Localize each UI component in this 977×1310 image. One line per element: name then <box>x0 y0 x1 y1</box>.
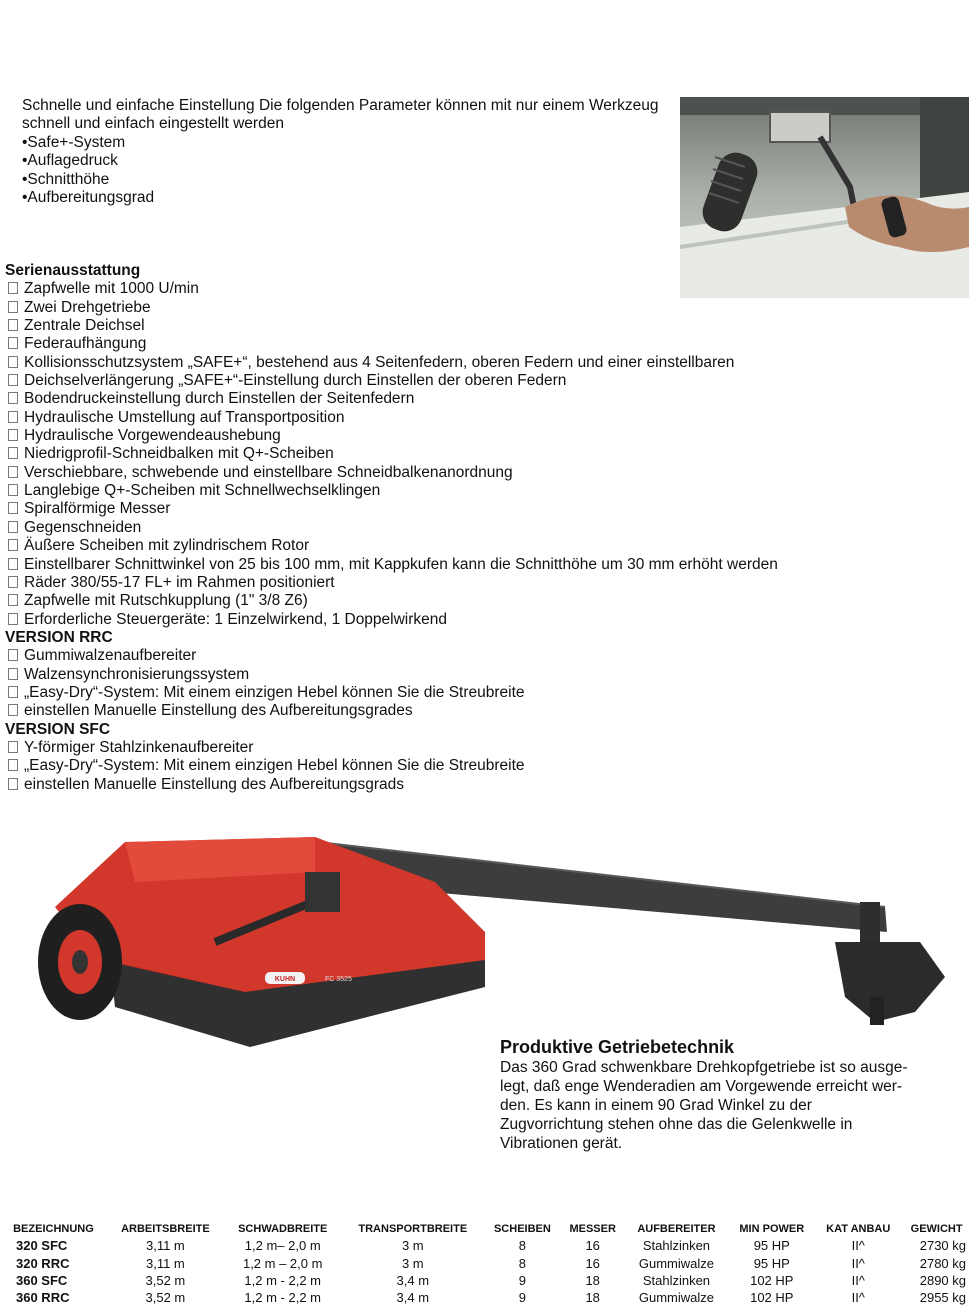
table-cell: 102 HP <box>750 1290 794 1306</box>
bullet-box-icon <box>8 319 18 331</box>
sfc-list <box>5 739 965 794</box>
list-item: Gegenschneiden <box>5 519 965 537</box>
rrc-list <box>5 647 965 720</box>
list-item: •Safe+-System <box>22 133 126 151</box>
mower-illustration <box>15 812 967 1062</box>
intro-paragraph: Schnelle und einfache Einstellung Die folgenden Parameter können mit nur einem Werkzeug schnell und einfach eingestellt werden <box>22 97 659 133</box>
bullet-box-icon <box>8 337 18 349</box>
column-header: TRANSPORTBREITE <box>358 1223 468 1235</box>
bullet-box-icon <box>8 576 18 588</box>
table-cell: 9 <box>518 1290 527 1306</box>
intro-section <box>22 97 662 207</box>
list-item: •Schnitthöhe <box>22 170 110 188</box>
table-cell: 3,52 m <box>145 1272 186 1288</box>
table-cell: 95 HP <box>753 1238 790 1254</box>
table-cell: 1,2 m– 2,0 m <box>244 1238 321 1254</box>
table-cell: 360 RRC <box>16 1290 70 1306</box>
bullet-box-icon <box>8 539 18 551</box>
column-header: SCHEIBEN <box>493 1223 551 1235</box>
table-cell: 1,2 m - 2,2 m <box>244 1272 321 1288</box>
table-cell: 3 m <box>401 1238 424 1254</box>
bullet-box-icon <box>8 613 18 625</box>
list-item: •Auflagedruck <box>22 152 118 170</box>
list-item: Erforderliche Steuergeräte: 1 Einzelwirkend, 1 Doppelwirkend <box>5 611 965 629</box>
bullet-box-icon <box>8 282 18 294</box>
list-item: einstellen Manuelle Einstellung des Aufbereitungsgrades <box>5 702 965 720</box>
gearbox-text-line: legt, daß enge Wenderadien am Vorgewende erreicht wer- <box>500 1078 903 1095</box>
bullet-box-icon <box>8 558 18 570</box>
sfc-heading: VERSION SFC <box>5 720 111 738</box>
list-item: Räder 380/55-17 FL+ im Rahmen positioniert <box>5 574 965 592</box>
table-cell: 3,11 m <box>145 1255 185 1271</box>
table-cell: 1,2 m - 2,2 m <box>244 1290 321 1306</box>
series-heading: Serienausstattung <box>5 262 141 279</box>
column-header: AUFBEREITER <box>637 1223 716 1235</box>
bullet-box-icon <box>8 594 18 606</box>
bullet-box-icon <box>8 704 18 716</box>
table-cell: 18 <box>585 1290 600 1306</box>
column-header: MIN POWER <box>739 1223 805 1235</box>
table-row <box>0 1272 972 1289</box>
gearbox-section <box>500 1036 960 1153</box>
table-cell: Gummiwalze <box>638 1255 714 1271</box>
table-row <box>0 1237 972 1254</box>
table-cell: Stahlzinken <box>642 1238 711 1254</box>
column-header: SCHWADBREITE <box>238 1223 328 1235</box>
table-cell: Gummiwalze <box>638 1290 714 1306</box>
list-item: Verschiebbare, schwebende und einstellbare Schneidbalkenanordnung <box>5 464 965 482</box>
list-item: Äußere Scheiben mit zylindrischem Rotor <box>5 537 965 555</box>
table-cell: 3 m <box>401 1255 424 1271</box>
list-item: Hydraulische Vorgewendeaushebung <box>5 427 965 445</box>
table-cell: 18 <box>585 1272 600 1288</box>
column-header: BEZEICHNUNG <box>13 1223 94 1235</box>
table-header-row <box>0 1221 972 1237</box>
table-cell: 3,11 m <box>145 1238 185 1254</box>
table-cell: 360 SFC <box>16 1272 68 1288</box>
table-cell: II^ <box>851 1290 865 1306</box>
bullet-box-icon <box>8 502 18 514</box>
table-cell: 8 <box>518 1238 527 1254</box>
table-cell: 2955 kg <box>919 1290 966 1306</box>
gearbox-text-line: Das 360 Grad schwenkbare Drehkopfgetriebe ist so ausge- <box>500 1059 908 1076</box>
table-cell: 16 <box>585 1255 600 1271</box>
list-item: Hydraulische Umstellung auf Transportposition <box>5 409 965 427</box>
gearbox-text-line: den. Es kann in einem 90 Grad Winkel zu der <box>500 1097 812 1114</box>
list-item: Y-förmiger Stahlzinkenaufbereiter <box>5 739 965 757</box>
bullet-box-icon <box>8 392 18 404</box>
list-item: einstellen Manuelle Einstellung des Aufbereitungsgrads <box>5 776 965 794</box>
table-cell: 95 HP <box>753 1255 790 1271</box>
model-label: FC 3525 <box>325 976 352 983</box>
gearbox-heading: Produktive Getriebetechnik <box>500 1037 735 1057</box>
table-cell: 3,4 m <box>396 1290 430 1306</box>
bullet-box-icon <box>8 447 18 459</box>
table-cell: 8 <box>518 1255 527 1271</box>
list-item: Einstellbarer Schnittwinkel von 25 bis 100 mm, mit Kappkufen kann die Schnitthöhe um 30 mm erhöht werden <box>5 556 965 574</box>
list-item: Bodendruckeinstellung durch Einstellen der Seitenfedern <box>5 390 965 408</box>
list-item: Langlebige Q+-Scheiben mit Schnellwechselklingen <box>5 482 965 500</box>
list-item: Deichselverlängerung „SAFE+“-Einstellung durch Einstellen der oberen Federn <box>5 372 965 390</box>
table-cell: 2730 kg <box>919 1238 966 1254</box>
table-cell: 102 HP <box>750 1272 794 1288</box>
bullet-box-icon <box>8 484 18 496</box>
bullet-box-icon <box>8 466 18 478</box>
column-header: KAT ANBAU <box>826 1223 891 1235</box>
table-cell: 2890 kg <box>919 1272 966 1288</box>
list-item: „Easy-Dry“-System: Mit einem einzigen Hebel können Sie die Streubreite <box>5 757 965 775</box>
gearbox-text-line: Zugvorrichtung stehen ohne das die Gelenkwelle in <box>500 1116 853 1133</box>
column-header: GEWICHT <box>910 1223 963 1235</box>
bullet-box-icon <box>8 374 18 386</box>
series-list <box>5 280 965 629</box>
list-item: •Aufbereitungsgrad <box>22 189 155 207</box>
list-item: Kollisionsschutzsystem „SAFE+“, bestehend aus 4 Seitenfedern, oberen Federn und einer einstellbaren <box>5 354 965 372</box>
table-cell: II^ <box>851 1272 865 1288</box>
table-row <box>0 1289 972 1306</box>
bullet-box-icon <box>8 686 18 698</box>
bullet-box-icon <box>8 668 18 680</box>
bullet-box-icon <box>8 356 18 368</box>
spec-table <box>0 1221 972 1307</box>
bullet-box-icon <box>8 411 18 423</box>
table-cell: 2780 kg <box>919 1255 966 1271</box>
list-item: Zapfwelle mit Rutschkupplung (1" 3/8 Z6) <box>5 592 965 610</box>
table-cell: 16 <box>585 1238 600 1254</box>
table-row <box>0 1254 972 1271</box>
table-cell: II^ <box>851 1255 865 1271</box>
list-item: Spiralförmige Messer <box>5 500 965 518</box>
table-cell: 320 RRC <box>16 1255 70 1271</box>
bullet-box-icon <box>8 759 18 771</box>
list-item: Zapfwelle mit 1000 U/min <box>5 280 965 298</box>
bullet-box-icon <box>8 301 18 313</box>
list-item: Zentrale Deichsel <box>5 317 965 335</box>
column-header: ARBEITSBREITE <box>121 1223 210 1235</box>
table-cell: 320 SFC <box>16 1238 68 1254</box>
rrc-heading: VERSION RRC <box>5 628 113 646</box>
brand-logo: KUHN <box>274 976 296 983</box>
gearbox-text-line: Vibrationen gerät. <box>500 1135 623 1152</box>
bullet-box-icon <box>8 778 18 790</box>
bullet-box-icon <box>8 649 18 661</box>
equipment-section <box>5 262 965 794</box>
column-header: MESSER <box>569 1223 616 1235</box>
table-cell: 9 <box>518 1272 527 1288</box>
table-cell: II^ <box>851 1238 865 1254</box>
table-cell: Stahlzinken <box>642 1272 711 1288</box>
list-item: Walzensynchronisierungssystem <box>5 666 965 684</box>
list-item: Federaufhängung <box>5 335 965 353</box>
table-cell: 3,52 m <box>145 1290 186 1306</box>
list-item: „Easy-Dry“-System: Mit einem einzigen Hebel können Sie die Streubreite <box>5 684 965 702</box>
intro-list <box>22 134 662 208</box>
table-cell: 3,4 m <box>396 1272 430 1288</box>
bullet-box-icon <box>8 521 18 533</box>
bullet-box-icon <box>8 741 18 753</box>
list-item: Gummiwalzenaufbereiter <box>5 647 965 665</box>
list-item: Zwei Drehgetriebe <box>5 299 965 317</box>
bullet-box-icon <box>8 429 18 441</box>
list-item: Niedrigprofil-Schneidbalken mit Q+-Scheiben <box>5 445 965 463</box>
table-cell: 1,2 m – 2,0 m <box>242 1255 323 1271</box>
